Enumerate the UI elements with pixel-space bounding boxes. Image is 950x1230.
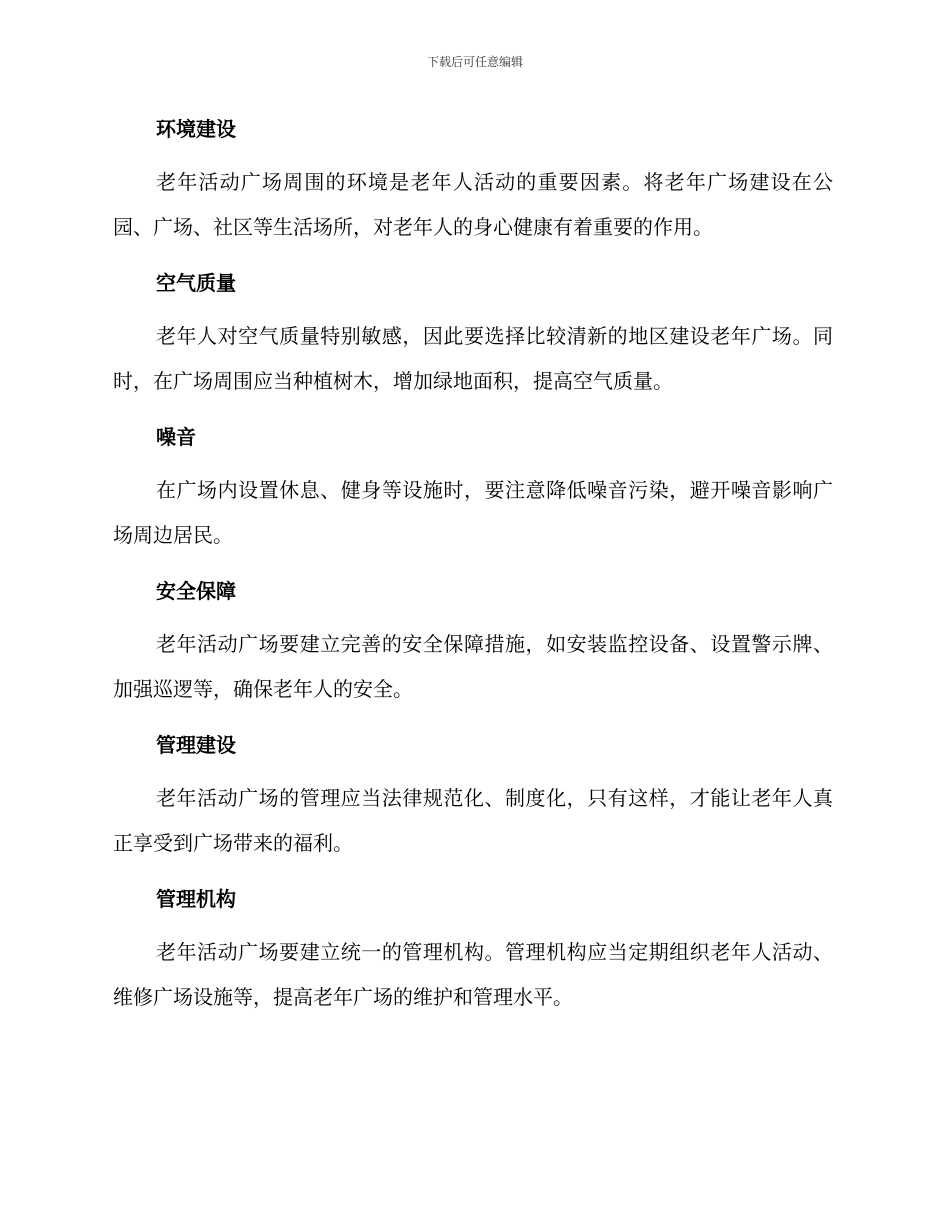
section-safety <box>113 570 833 712</box>
page-header: 下载后可任意编辑 <box>426 55 523 69</box>
section-paragraph: 在广场内设置休息、健身等设施时，要注意降低噪音污染，避开噪音影响广场周边居民。 <box>113 478 833 547</box>
section-heading: 管理机构 <box>156 887 236 911</box>
section-paragraph: 老年人对空气质量特别敏感，因此要选择比较清新的地区建设老年广场。同时，在广场周围应当种植树木，增加绿地面积，提高空气质量。 <box>113 324 833 393</box>
section-air-quality <box>113 262 833 404</box>
section-heading: 噪音 <box>156 425 196 449</box>
section-management-agency <box>113 878 833 1020</box>
document-body <box>113 108 833 1032</box>
section-paragraph: 老年活动广场的管理应当法律规范化、制度化，只有这样，才能让老年人真正享受到广场带来的福利。 <box>113 786 833 855</box>
section-paragraph: 老年活动广场周围的环境是老年人活动的重要因素。将老年广场建设在公园、广场、社区等生活场所，对老年人的身心健康有着重要的作用。 <box>113 170 833 239</box>
section-environment <box>113 108 833 250</box>
section-paragraph: 老年活动广场要建立完善的安全保障措施，如安装监控设备、设置警示牌、加强巡逻等，确保老年人的安全。 <box>113 632 833 701</box>
section-heading: 安全保障 <box>156 579 236 603</box>
section-heading: 空气质量 <box>156 271 236 295</box>
section-paragraph: 老年活动广场要建立统一的管理机构。管理机构应当定期组织老年人活动、维修广场设施等，提高老年广场的维护和管理水平。 <box>113 940 833 1009</box>
section-heading: 管理建设 <box>156 733 236 757</box>
section-management <box>113 724 833 866</box>
section-noise <box>113 416 833 558</box>
section-heading: 环境建设 <box>156 117 236 141</box>
